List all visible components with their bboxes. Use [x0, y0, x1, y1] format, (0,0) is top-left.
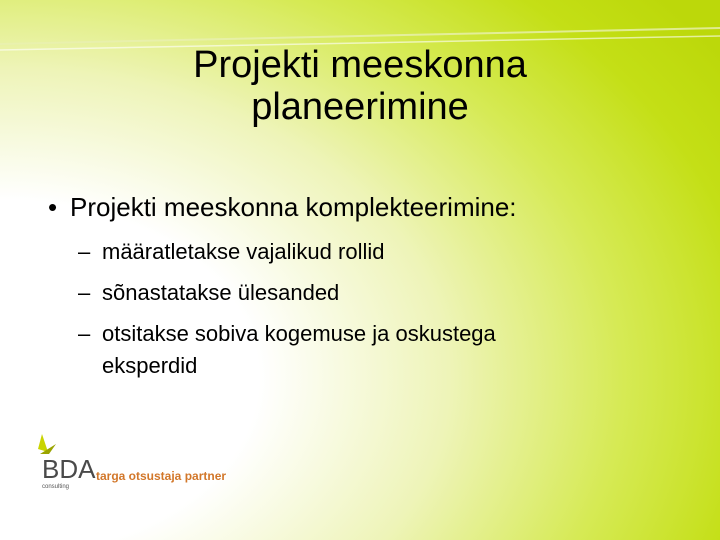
title-line-2: planeerimine [251, 86, 469, 128]
sub-item-2 [78, 275, 638, 311]
sub-item-text: otsitakse sobiva kogemuse ja oskustega [102, 321, 496, 346]
logo-sub: consulting [42, 484, 70, 490]
bullet-item [48, 191, 517, 223]
sub-marker: – [78, 280, 91, 305]
sub-item-3 [78, 316, 638, 380]
sub-marker: – [78, 321, 91, 346]
title-line-1: Projekti meeskonna [193, 44, 527, 86]
slide-title [80, 44, 640, 128]
sub-marker: – [78, 239, 91, 264]
sub-item-continuation: eksperdid [102, 353, 198, 378]
bullet-text: Projekti meeskonna komplekteerimine: [70, 192, 517, 222]
sub-item-text: määratletakse vajalikud rollid [102, 239, 385, 264]
logo-brand: BDA [42, 454, 96, 484]
sub-item-1 [78, 234, 638, 270]
bullet-marker: • [48, 192, 58, 222]
logo-tagline: targa otsustaja partner [96, 469, 227, 483]
sub-item-text: sõnastatakse ülesanded [102, 280, 340, 305]
bird-icon [38, 434, 56, 454]
bda-logo [28, 432, 258, 492]
